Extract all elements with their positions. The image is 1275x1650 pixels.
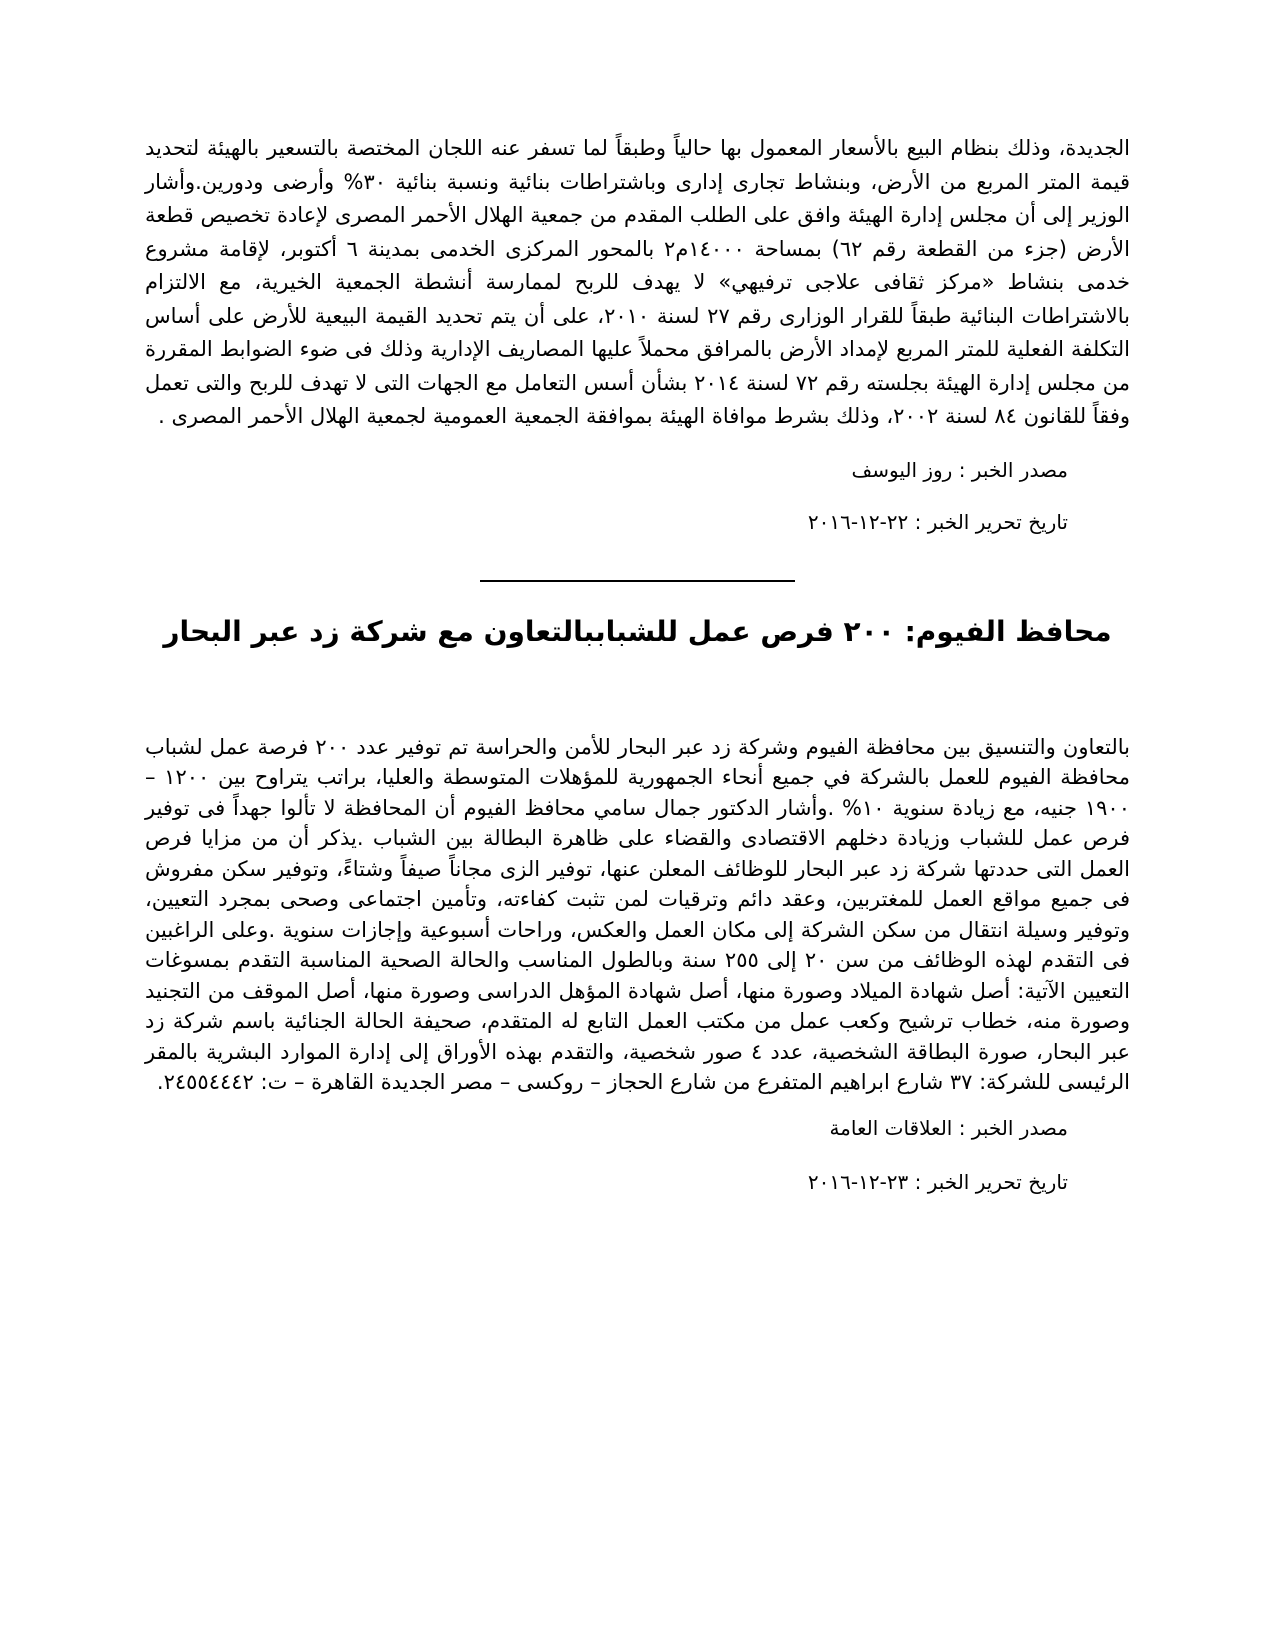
article-1-source: مصدر الخبر : روز اليوسف (851, 457, 1068, 482)
document-page (145, 132, 1130, 1196)
article-2-body: بالتعاون والتنسيق بين محافظة الفيوم وشركة زد عبر البحار للأمن والحراسة تم توفير عدد ٢٠٠ فرصة عمل لشباب محافظة الفيوم للعمل بالشركة في جميع أنحاء الجمهورية للمؤهلات المتوسطة والعليا، براتب يتراوح بين ١٢٠٠ – ١٩٠٠ جنيه، مع زيادة سنوية ١٠% .وأشار الدكتور جمال سامي محافظ الفيوم أن المحافظة لا تألوا جهداً فى توفير فرص عمل للشباب وزيادة دخلهم الاقتصادى والقضاء على ظاهرة البطالة بين الشباب .يذكر أن من مزايا فرص العمل التى حددتها شركة زد عبر البحار للوظائف المعلن عنها، توفير الزى مجاناً صيفاً وشتاءً، وتوفير سكن مفروش فى جميع مواقع العمل للمغتربين، وعقد دائم وترقيات لمن تثبت كفاءته، وتأمين اجتماعى وصحى بمجرد التعيين، وتوفير وسيلة انتقال من سكن الشركة إلى مكان العمل والعكس، وراحات أسبوعية وإجازات سنوية .وعلى الراغبين فى التقدم لهذه الوظائف من سن ٢٠ إلى ٢٥٥ سنة وبالطول المناسب والحالة الصحية المناسبة التقدم بمسوغات التعيين الآتية: أصل شهادة الميلاد وصورة منها، أصل شهادة المؤهل الدراسى وصورة منها، أصل الموقف من التجنيد وصورة منه، خطاب ترشيح وكعب عمل من مكتب العمل التابع له المتقدم، صحيفة الحالة الجنائية باسم شركة زد عبر البحار، صورة البطاقة الشخصية، عدد ٤ صور شخصية، والتقدم بهذه الأوراق إلى إدارة الموارد البشرية بالمقر الرئيسى للشركة: ٣٧ شارع ابراهيم المتفرع من شارع الحجاز – روكسى – مصر الجديدة القاهرة – ت: ٢٤٥٥٤٤٤٢. (145, 734, 1130, 1094)
article-1 (145, 132, 1130, 536)
article-2-headline: محافظ الفيوم: ٢٠٠ فرص عمل للشباببالتعاون مع شركة زد عبر البحار (163, 614, 1112, 648)
article-2 (145, 612, 1130, 1196)
article-2-date: تاريخ تحرير الخبر : ٢٣-١٢-٢٠١٦ (807, 1169, 1068, 1194)
article-2-source: مصدر الخبر : العلاقات العامة (829, 1115, 1068, 1140)
article-1-body: الجديدة، وذلك بنظام البيع بالأسعار المعمول بها حالياً وطبقاً لما تسفر عنه اللجان المختصة بالتسعير بالهيئة لتحديد قيمة المتر المربع من الأرض، وبنشاط تجارى إدارى وباشتراطات بنائية ونسبة بنائية ٣٠% وأرضى ودورين.وأشار الوزير إلى أن مجلس إدارة الهيئة وافق على الطلب المقدم من جمعية الهلال الأحمر المصرى لإعادة تخصيص قطعة الأرض (جزء من القطعة رقم ٦٢) بمساحة ١٤٠٠٠م٢ بالمحور المركزى الخدمى بمدينة ٦ أكتوبر، لإقامة مشروع خدمى بنشاط «مركز ثقافى علاجى ترفيهي» لا يهدف للربح لممارسة أنشطة الجمعية الخيرية، مع الالتزام بالاشتراطات البنائية طبقاً للقرار الوزارى رقم ٢٧ لسنة ٢٠١٠، على أن يتم تحديد القيمة البيعية للأرض على أساس التكلفة الفعلية للمتر المربع لإمداد الأرض بالمرافق محملاً عليها المصاريف الإدارية وذلك فى ضوء الضوابط المقررة من مجلس إدارة الهيئة بجلسته رقم ٧٢ لسنة ٢٠١٤ بشأن أسس التعامل مع الجهات التى لا تهدف للربح والتى تعمل وفقاً للقانون ٨٤ لسنة ٢٠٠٢، وذلك بشرط موافاة الهيئة بموافقة الجمعية العمومية لجمعية الهلال الأحمر المصرى . (145, 136, 1130, 428)
section-divider (480, 580, 795, 582)
article-1-date: تاريخ تحرير الخبر : ٢٢-١٢-٢٠١٦ (807, 509, 1068, 534)
